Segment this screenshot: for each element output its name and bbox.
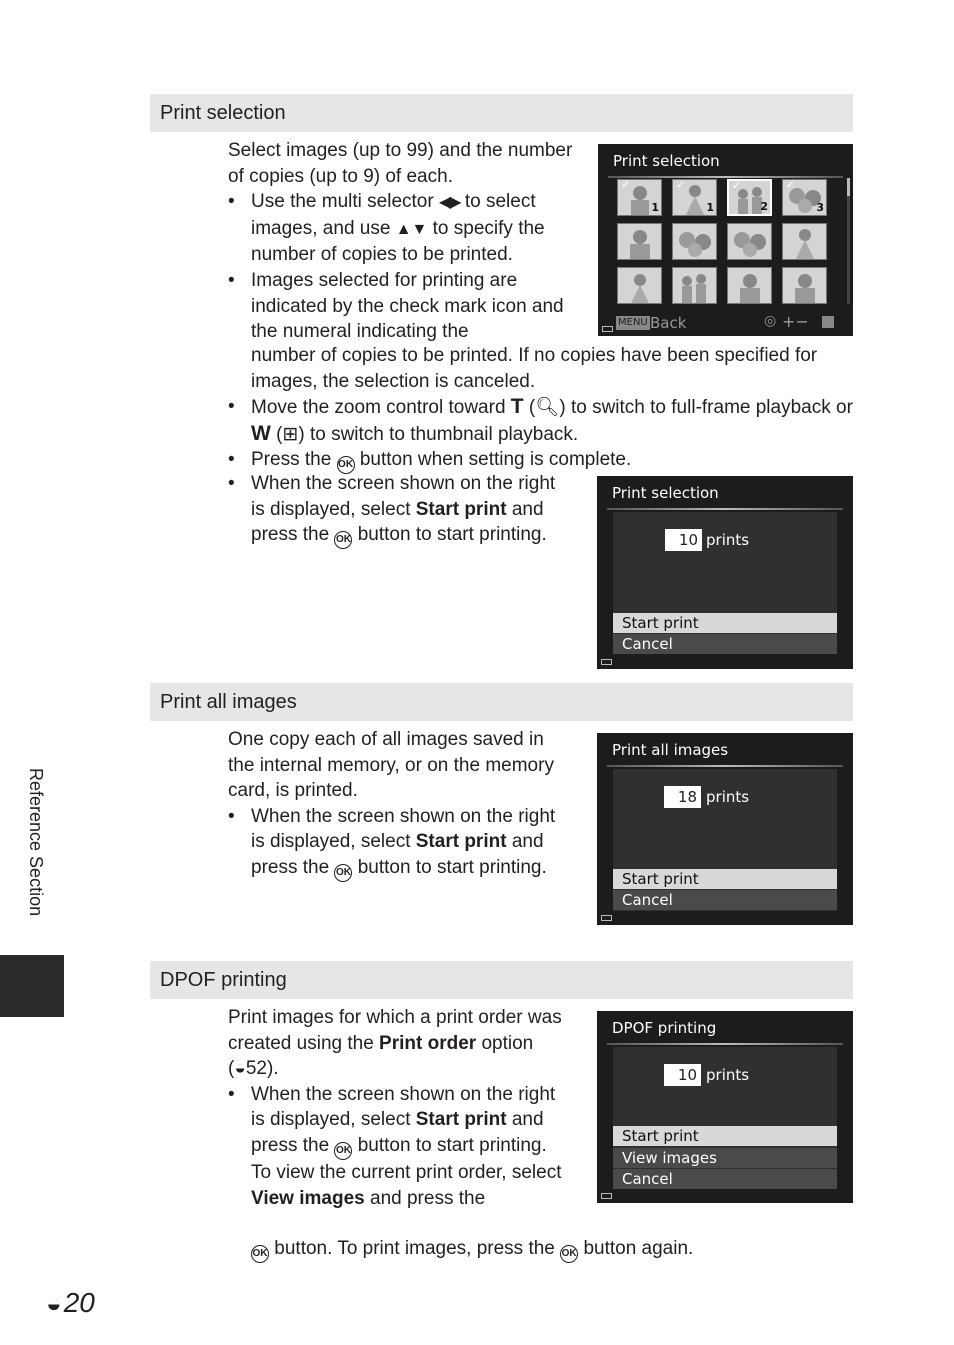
menu-item-view-images[interactable]: View images	[613, 1148, 837, 1168]
thumbnail: ✓ 1	[617, 179, 662, 216]
menu-item-cancel[interactable]: Cancel	[613, 1169, 837, 1189]
list-item: • Press the OK button when setting is complete.	[228, 447, 853, 474]
list-item: • Move the zoom control toward T (🔍︎) to switch to full-frame playback or W (⊞) to switch to thumbnail playback.	[228, 394, 853, 447]
intro-text: Select images (up to 99) and the number of copies (up to 9) of each.	[228, 140, 573, 187]
intro-text: One copy each of all images saved in the internal memory, or on the memory card, is printed.	[228, 729, 554, 802]
zoom-icon	[822, 316, 834, 328]
list-item: • Images selected for printing are indicated by the check mark icon and the numeral indicating the	[228, 268, 573, 345]
plus-minus-icon: +−	[782, 312, 809, 331]
list-item: • When the screen shown on the right is displayed, select Start print and press the OK button to start printing.	[228, 804, 563, 882]
side-section-label: Reference Section	[26, 768, 46, 917]
prints-label: prints	[706, 788, 750, 806]
bullet-list	[228, 1082, 563, 1211]
bullet-list	[228, 804, 563, 882]
thumbnail	[727, 267, 772, 304]
menu-button-icon: MENU	[618, 317, 648, 328]
thumbnail	[617, 267, 662, 304]
section-header-print-selection	[150, 94, 853, 132]
camera-screen-selection-grid	[598, 144, 853, 336]
bullet-list	[228, 471, 558, 549]
camera-screen-dpof	[597, 1011, 853, 1203]
check-icon: ✓	[732, 179, 742, 192]
ok-button-icon: OK	[334, 1142, 352, 1160]
print-selection-text-lower	[228, 394, 853, 474]
section-header-dpof	[150, 961, 853, 999]
thumbnail	[727, 223, 772, 260]
divider	[608, 176, 843, 178]
battery-icon	[601, 915, 612, 921]
section-header-print-all	[150, 683, 853, 721]
print-selection-start-text	[228, 471, 558, 549]
multi-selector-icon: ◎	[764, 313, 777, 329]
thumbnail	[617, 223, 662, 260]
screen-title: DPOF printing	[612, 1019, 717, 1037]
prints-label: prints	[706, 1066, 750, 1084]
thumbnail-selected: ✓ 2	[727, 179, 772, 216]
camera-screen-print-selection	[597, 476, 853, 669]
check-icon: ✓	[786, 179, 796, 191]
thumbnail-icon: ⊞	[282, 423, 299, 445]
thumbnail	[782, 223, 827, 260]
divider	[607, 508, 843, 510]
ok-button-icon: OK	[334, 864, 352, 882]
list-item: • When the screen shown on the right is displayed, select Start print and press the OK button to start printing. To view the current print order, select View images and press the	[228, 1082, 563, 1211]
divider	[607, 1043, 843, 1045]
screen-title: Print selection	[612, 484, 719, 502]
ok-button-icon: OK	[560, 1245, 578, 1263]
left-right-arrows-icon: ◀▶	[438, 194, 460, 212]
dpof-continued: OK button. To print images, press the OK button again.	[251, 1236, 853, 1263]
section-title: Print all images	[160, 691, 297, 713]
thumbnail: ✓ 1	[672, 179, 717, 216]
prints-label: prints	[706, 531, 750, 549]
thumbnail: ✓ 3	[782, 179, 827, 216]
menu-item-cancel[interactable]: Cancel	[613, 634, 837, 654]
print-all-text	[228, 727, 563, 882]
check-icon: ✓	[621, 179, 631, 191]
thumbnail	[672, 223, 717, 260]
print-count-field: 10	[665, 529, 702, 551]
reference-section-icon: ◒	[234, 1058, 246, 1080]
bullet-list	[228, 189, 573, 345]
divider	[607, 765, 843, 767]
menu-item-start-print[interactable]: Start print	[613, 1126, 837, 1146]
page-number: ◒ 20	[46, 1287, 95, 1318]
ok-button-icon: OK	[251, 1245, 269, 1263]
battery-icon	[602, 326, 613, 332]
zoom-in-icon: 🔍︎	[535, 397, 560, 418]
thumbnail	[782, 267, 827, 304]
section-tab	[0, 955, 64, 1017]
list-item: • Use the multi selector ◀▶ to select images, and use ▲▼ to specify the number of copies to be printed.	[228, 189, 573, 268]
back-label: Back	[650, 314, 687, 332]
check-icon: ✓	[676, 179, 686, 191]
menu-item-cancel[interactable]: Cancel	[613, 890, 837, 910]
print-selection-text	[228, 138, 573, 345]
camera-screen-print-all	[597, 733, 853, 925]
reference-section-icon: ◒	[46, 1287, 62, 1318]
screen-title: Print all images	[612, 741, 729, 759]
print-count-field: 10	[664, 1064, 701, 1086]
screen-footer	[598, 312, 853, 336]
ok-button-icon: OK	[334, 531, 352, 549]
screen-title: Print selection	[613, 152, 720, 170]
print-count-field: 18	[664, 786, 701, 808]
battery-icon	[601, 659, 612, 665]
print-selection-continued: number of copies to be printed. If no copies have been specified for images, the selection is canceled.	[251, 345, 818, 392]
list-item: • When the screen shown on the right is displayed, select Start print and press the OK button to start printing.	[228, 471, 558, 549]
bullet-list	[228, 394, 853, 474]
dpof-text	[228, 1005, 563, 1211]
thumbnail	[672, 267, 717, 304]
ok-button-icon: OK	[337, 456, 355, 474]
menu-item-start-print[interactable]: Start print	[613, 613, 837, 633]
scrollbar	[847, 178, 850, 304]
up-down-arrows-icon: ▲▼	[395, 220, 428, 238]
section-title: Print selection	[160, 102, 286, 124]
menu-item-start-print[interactable]: Start print	[613, 869, 837, 889]
section-title: DPOF printing	[160, 969, 287, 991]
intro-text: Print images for which a print order was created using the Print order option (◒52).	[228, 1007, 562, 1080]
battery-icon	[601, 1193, 612, 1199]
